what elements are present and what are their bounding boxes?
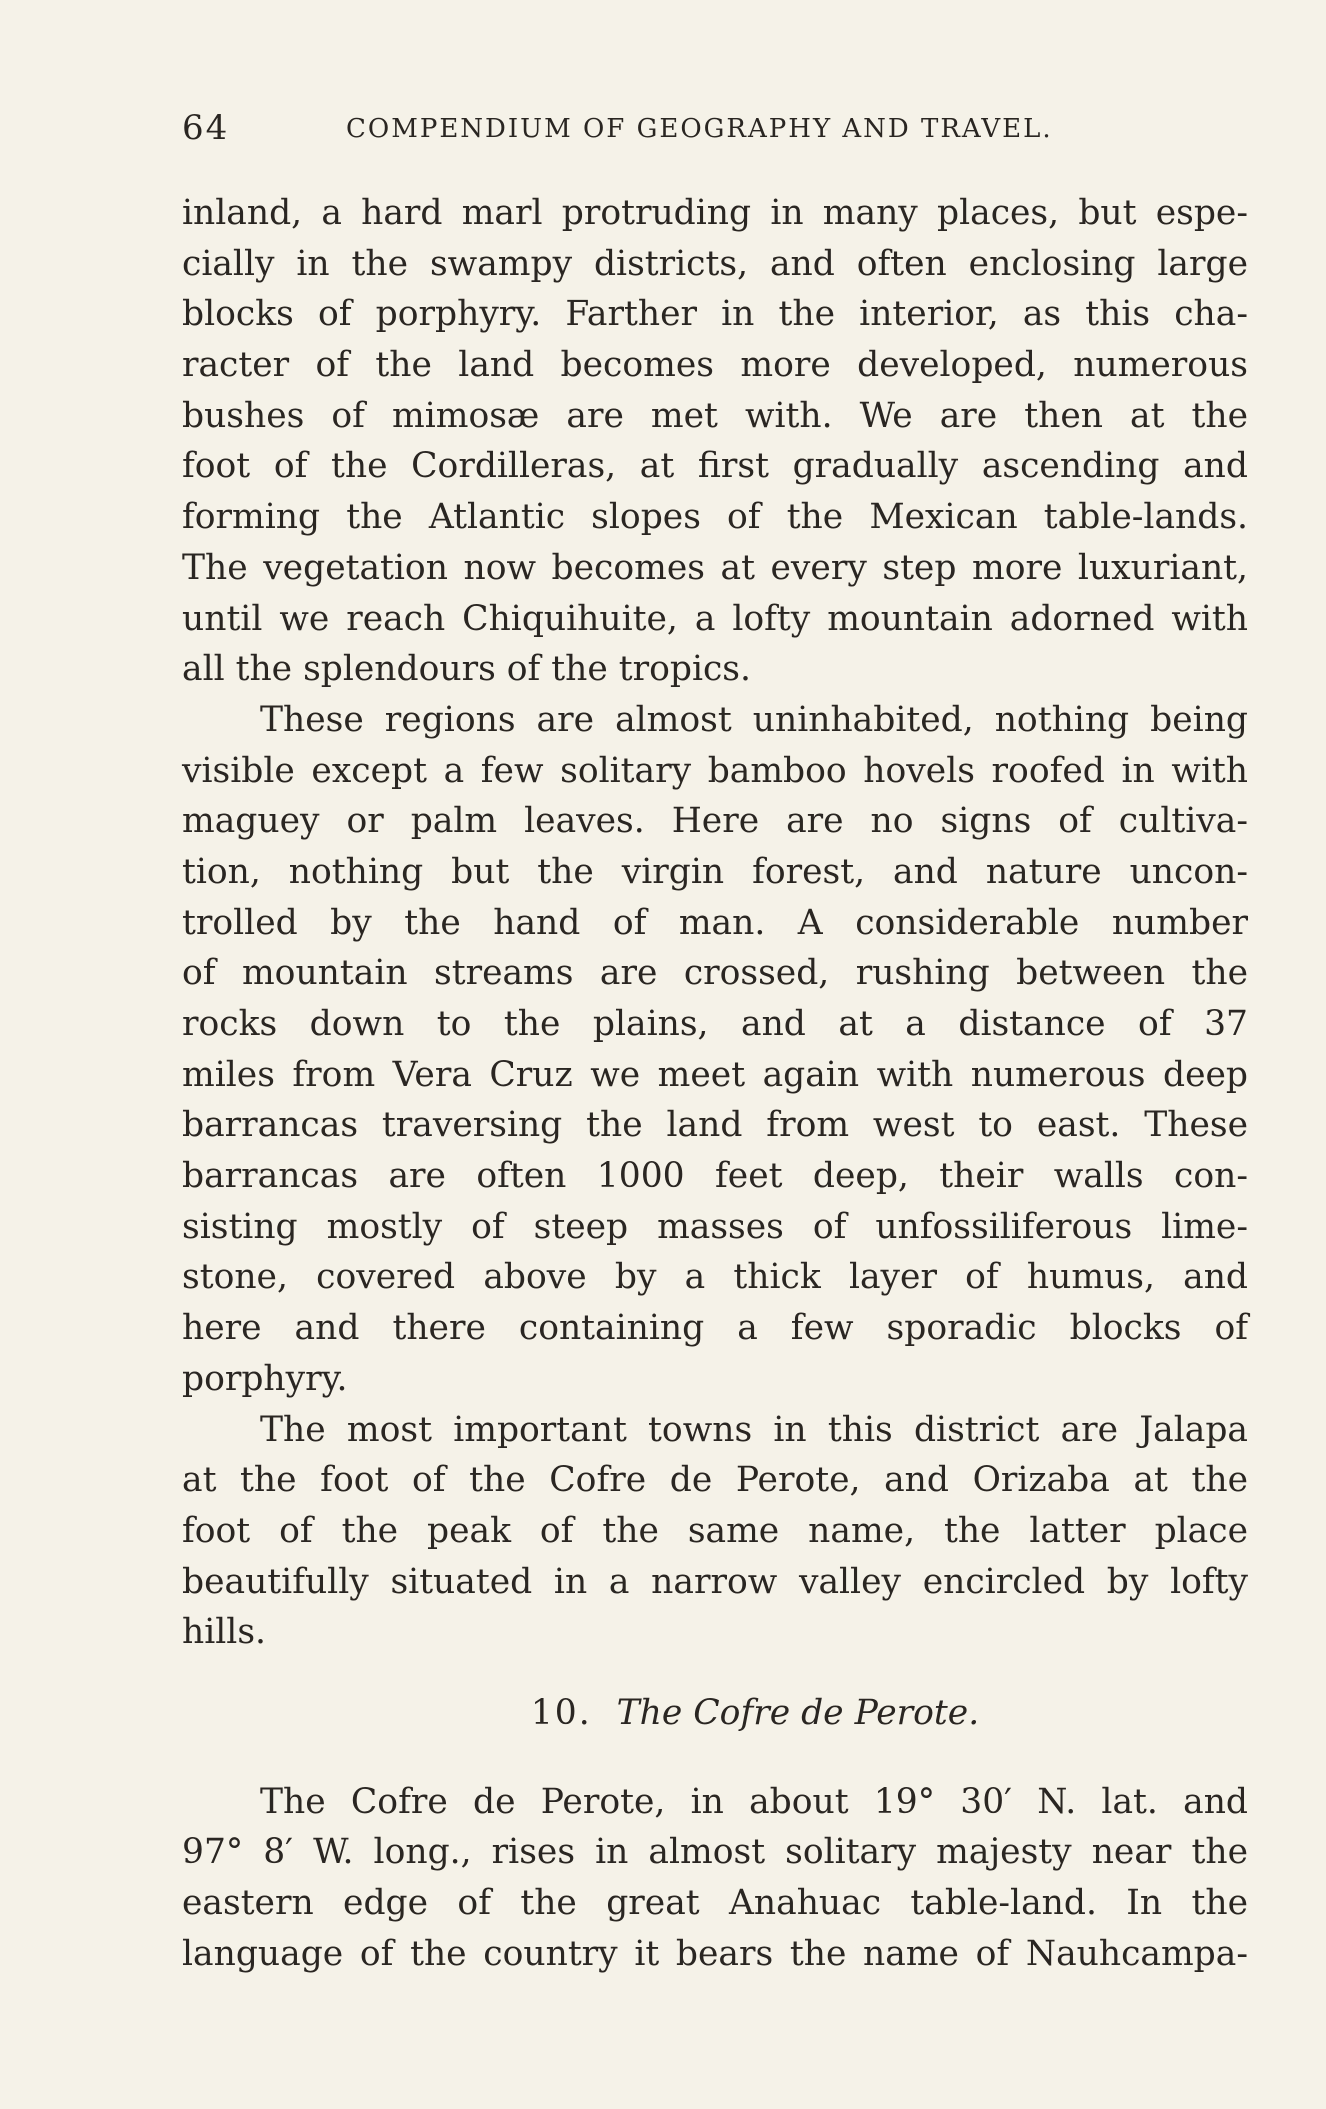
page-number: 64 xyxy=(182,108,230,148)
text-line: cially in the swampy districts, and often enclosing large xyxy=(182,243,1248,284)
text-line: The vegetation now becomes at every step more luxuriant, xyxy=(182,547,1248,588)
running-head: COMPENDIUM OF GEOGRAPHY AND TRAVEL. xyxy=(346,114,1053,144)
text-line: beautifully situated in a narrow valley encircled by lofty xyxy=(182,1561,1248,1602)
text-line: porphyry. xyxy=(182,1358,348,1399)
text-line: barrancas are often 1000 feet deep, their walls con- xyxy=(182,1156,1248,1197)
text-line: The most important towns in this district are Jalapa xyxy=(260,1409,1248,1450)
text-line: visible except a few solitary bamboo hovels roofed in with xyxy=(182,750,1248,791)
text-line: here and there containing a few sporadic blocks of xyxy=(182,1308,1248,1349)
text-line: foot of the peak of the same name, the latter place xyxy=(182,1510,1248,1551)
text-line: miles from Vera Cruz we meet again with numerous deep xyxy=(182,1054,1248,1095)
text-line: These regions are almost uninhabited, nothing being xyxy=(260,699,1248,740)
text-line: inland, a hard marl protruding in many places, but espe- xyxy=(182,193,1248,233)
section-number: 10. xyxy=(530,1692,592,1733)
text-line: blocks of porphyry. Farther in the interior, as this cha- xyxy=(182,294,1248,335)
text-line: foot of the Cordilleras, at first gradually ascending and xyxy=(182,446,1248,487)
text-line: maguey or palm leaves. Here are no signs of cultiva- xyxy=(182,801,1248,842)
text-line: racter of the land becomes more developed, numerous xyxy=(182,345,1248,386)
text-line: tion, nothing but the virgin forest, and nature uncon- xyxy=(182,851,1248,892)
text-line: barrancas traversing the land from west to east. These xyxy=(182,1105,1248,1146)
paragraph xyxy=(182,1777,1248,1980)
text-line: stone, covered above by a thick layer of humus, and xyxy=(182,1257,1248,1298)
text-line: until we reach Chiquihuite, a lofty mountain adorned with xyxy=(182,598,1248,639)
text-line: eastern edge of the great Anahuac table-land. In the xyxy=(182,1883,1248,1923)
paragraph xyxy=(182,695,1248,1405)
text-line: hills. xyxy=(182,1612,266,1653)
section-heading xyxy=(182,1688,1248,1739)
text-line: trolled by the hand of man. A considerable number xyxy=(182,902,1248,943)
page-header xyxy=(182,108,1102,152)
section-title: The Cofre de Perote. xyxy=(616,1692,980,1733)
paragraph xyxy=(182,188,1248,695)
page-body xyxy=(182,188,1248,1979)
text-line: at the foot of the Cofre de Perote, and Orizaba at the xyxy=(182,1460,1248,1501)
text-line: rocks down to the plains, and at a distance of 37 xyxy=(182,1004,1248,1044)
text-line: sisting mostly of steep masses of unfossiliferous lime- xyxy=(182,1206,1248,1247)
text-line: all the splendours of the tropics. xyxy=(182,649,751,690)
text-line: The Cofre de Perote, in about 19° 30′ N. lat. and xyxy=(260,1781,1248,1822)
text-line: forming the Atlantic slopes of the Mexican table-lands. xyxy=(182,497,1248,538)
text-line: bushes of mimosæ are met with. We are then at the xyxy=(182,395,1248,436)
text-line: language of the country it bears the name of Nauhcampa- xyxy=(182,1933,1248,1974)
text-line: 97° 8′ W. long., rises in almost solitary majesty near the xyxy=(182,1832,1248,1873)
paragraph xyxy=(182,1405,1248,1658)
text-line: of mountain streams are crossed, rushing between the xyxy=(182,953,1248,994)
